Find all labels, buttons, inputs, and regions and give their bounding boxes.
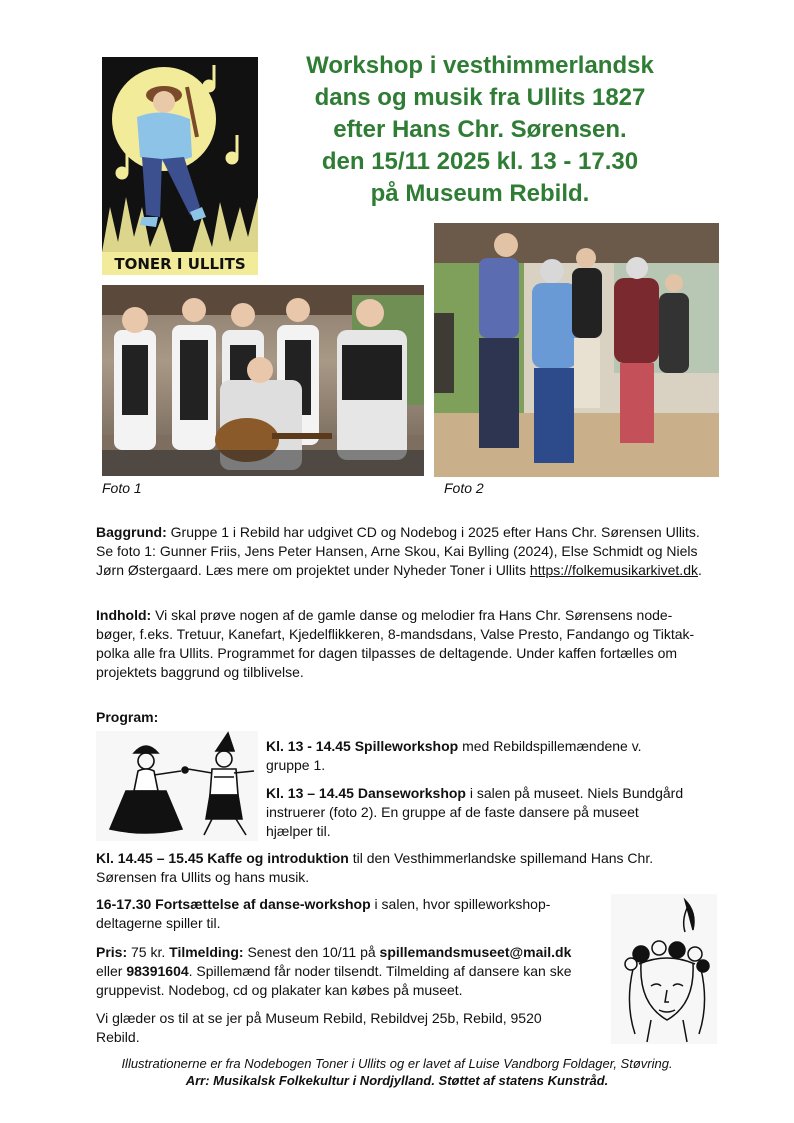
program-item bbox=[96, 895, 586, 933]
background-paragraph bbox=[96, 523, 702, 580]
dancing-couple-illustration bbox=[96, 731, 258, 841]
poster-logo-text: TONER I ULLITS bbox=[114, 255, 246, 273]
content-text: Vi skal prøve nogen af de gamle danse og melodier fra Hans Chr. Sørensens node-bøger, f.eks. Tretuur, Kanefart, Kjedelflikkeren, 8-mandsdans, Valse Presto, Fandango og Tiktak-polka alle fra Ullits. Programmet for dagen tilpasses de deltagende. Under kaffen fortælles om projektets baggrund og tilblivelse. bbox=[96, 607, 695, 680]
registration-text: . Spillemænd får noder tilsendt. Tilmelding af dansere kan ske gruppevist. Nodebog, cd og plakater kan købes på museet. bbox=[96, 963, 572, 998]
program-item bbox=[266, 737, 686, 775]
title-line: den 15/11 2025 kl. 13 - 17.30 bbox=[321, 148, 639, 175]
program-item-text: med Rebildspillemændene v. gruppe 1. bbox=[266, 738, 642, 773]
program-item bbox=[96, 849, 702, 887]
price-label: Pris: bbox=[96, 944, 128, 960]
girl-flower-crown-illustration bbox=[611, 894, 717, 1044]
footer bbox=[96, 1055, 698, 1089]
program-item-time: Kl. 13 - 14.45 Spilleworkshop bbox=[266, 738, 459, 754]
background-text: Gruppe 1 i Rebild har udgivet CD og Nodebog i 2025 efter Hans Chr. Sørensen Ullits. Se foto 1: Gunner Friis, Jens Peter Hansen, Arne Skou, Kai Bylling (2024), Else Schmidt og Niels Jørn Østergaard. Læs mere om projektet under Nyheder Toner i Ullits bbox=[96, 524, 700, 578]
foto2-dancers-photo bbox=[434, 223, 719, 477]
program-item-text: til den Vesthimmerlandske spillemand Hans Chr. Sørensen fra Ullits og hans musik. bbox=[96, 850, 654, 885]
program-item-text: i salen, hvor spilleworkshop-deltagerne spiller til. bbox=[96, 896, 551, 931]
foto1-caption: Foto 1 bbox=[102, 480, 142, 496]
title-line: efter Hans Chr. Sørensen. bbox=[333, 116, 627, 143]
foto1-musicians-photo bbox=[102, 285, 424, 476]
toner-i-ullits-poster bbox=[102, 57, 258, 275]
price-value: 75 kr. bbox=[127, 944, 170, 960]
program-item bbox=[266, 784, 686, 841]
background-label: Baggrund: bbox=[96, 524, 167, 540]
program-item-text: i salen på museet. Niels Bundgård instruerer (foto 2). En gruppe af de faste dansere på museet hjælper til. bbox=[266, 785, 684, 839]
registration-email[interactable]: spillemandsmuseet@mail.dk bbox=[379, 944, 572, 960]
registration-text: eller bbox=[96, 963, 127, 979]
title-line: på Museum Rebild. bbox=[370, 180, 590, 207]
folkemusikarkivet-link[interactable]: https://folkemusikarkivet.dk bbox=[529, 562, 698, 578]
registration-label: Tilmelding: bbox=[169, 944, 244, 960]
background-end: . bbox=[697, 562, 702, 578]
title-line: dans og musik fra Ullits 1827 bbox=[314, 84, 646, 111]
event-title bbox=[270, 50, 690, 210]
program-heading: Program: bbox=[96, 709, 159, 725]
registration-phone[interactable]: 98391604 bbox=[126, 963, 189, 979]
foto2-caption: Foto 2 bbox=[444, 480, 484, 496]
title-line: Workshop i vesthimmerlandsk bbox=[306, 52, 654, 79]
program-item-time: Kl. 14.45 – 15.45 Kaffe og introduktion bbox=[96, 850, 349, 866]
content-paragraph bbox=[96, 606, 702, 682]
price-registration-paragraph bbox=[96, 943, 601, 1000]
registration-text: Senest den 10/11 på bbox=[243, 944, 380, 960]
footer-organizer: Arr: Musikalsk Folkekultur i Nordjylland. Støttet af statens Kunstråd. bbox=[185, 1073, 609, 1088]
closing-paragraph: Vi glæder os til at se jer på Museum Rebild, Rebildvej 25b, Rebild, 9520 Rebild. bbox=[96, 1010, 542, 1045]
footer-credits: Illustrationerne er fra Nodebogen Toner i Ullits og er lavet af Luise Vandborg Foldager, Støvring. bbox=[121, 1056, 673, 1071]
content-label: Indhold: bbox=[96, 607, 152, 623]
program-item-time: 16-17.30 Fortsættelse af danse-workshop bbox=[96, 896, 371, 912]
program-item-time: Kl. 13 – 14.45 Danseworkshop bbox=[266, 785, 466, 801]
